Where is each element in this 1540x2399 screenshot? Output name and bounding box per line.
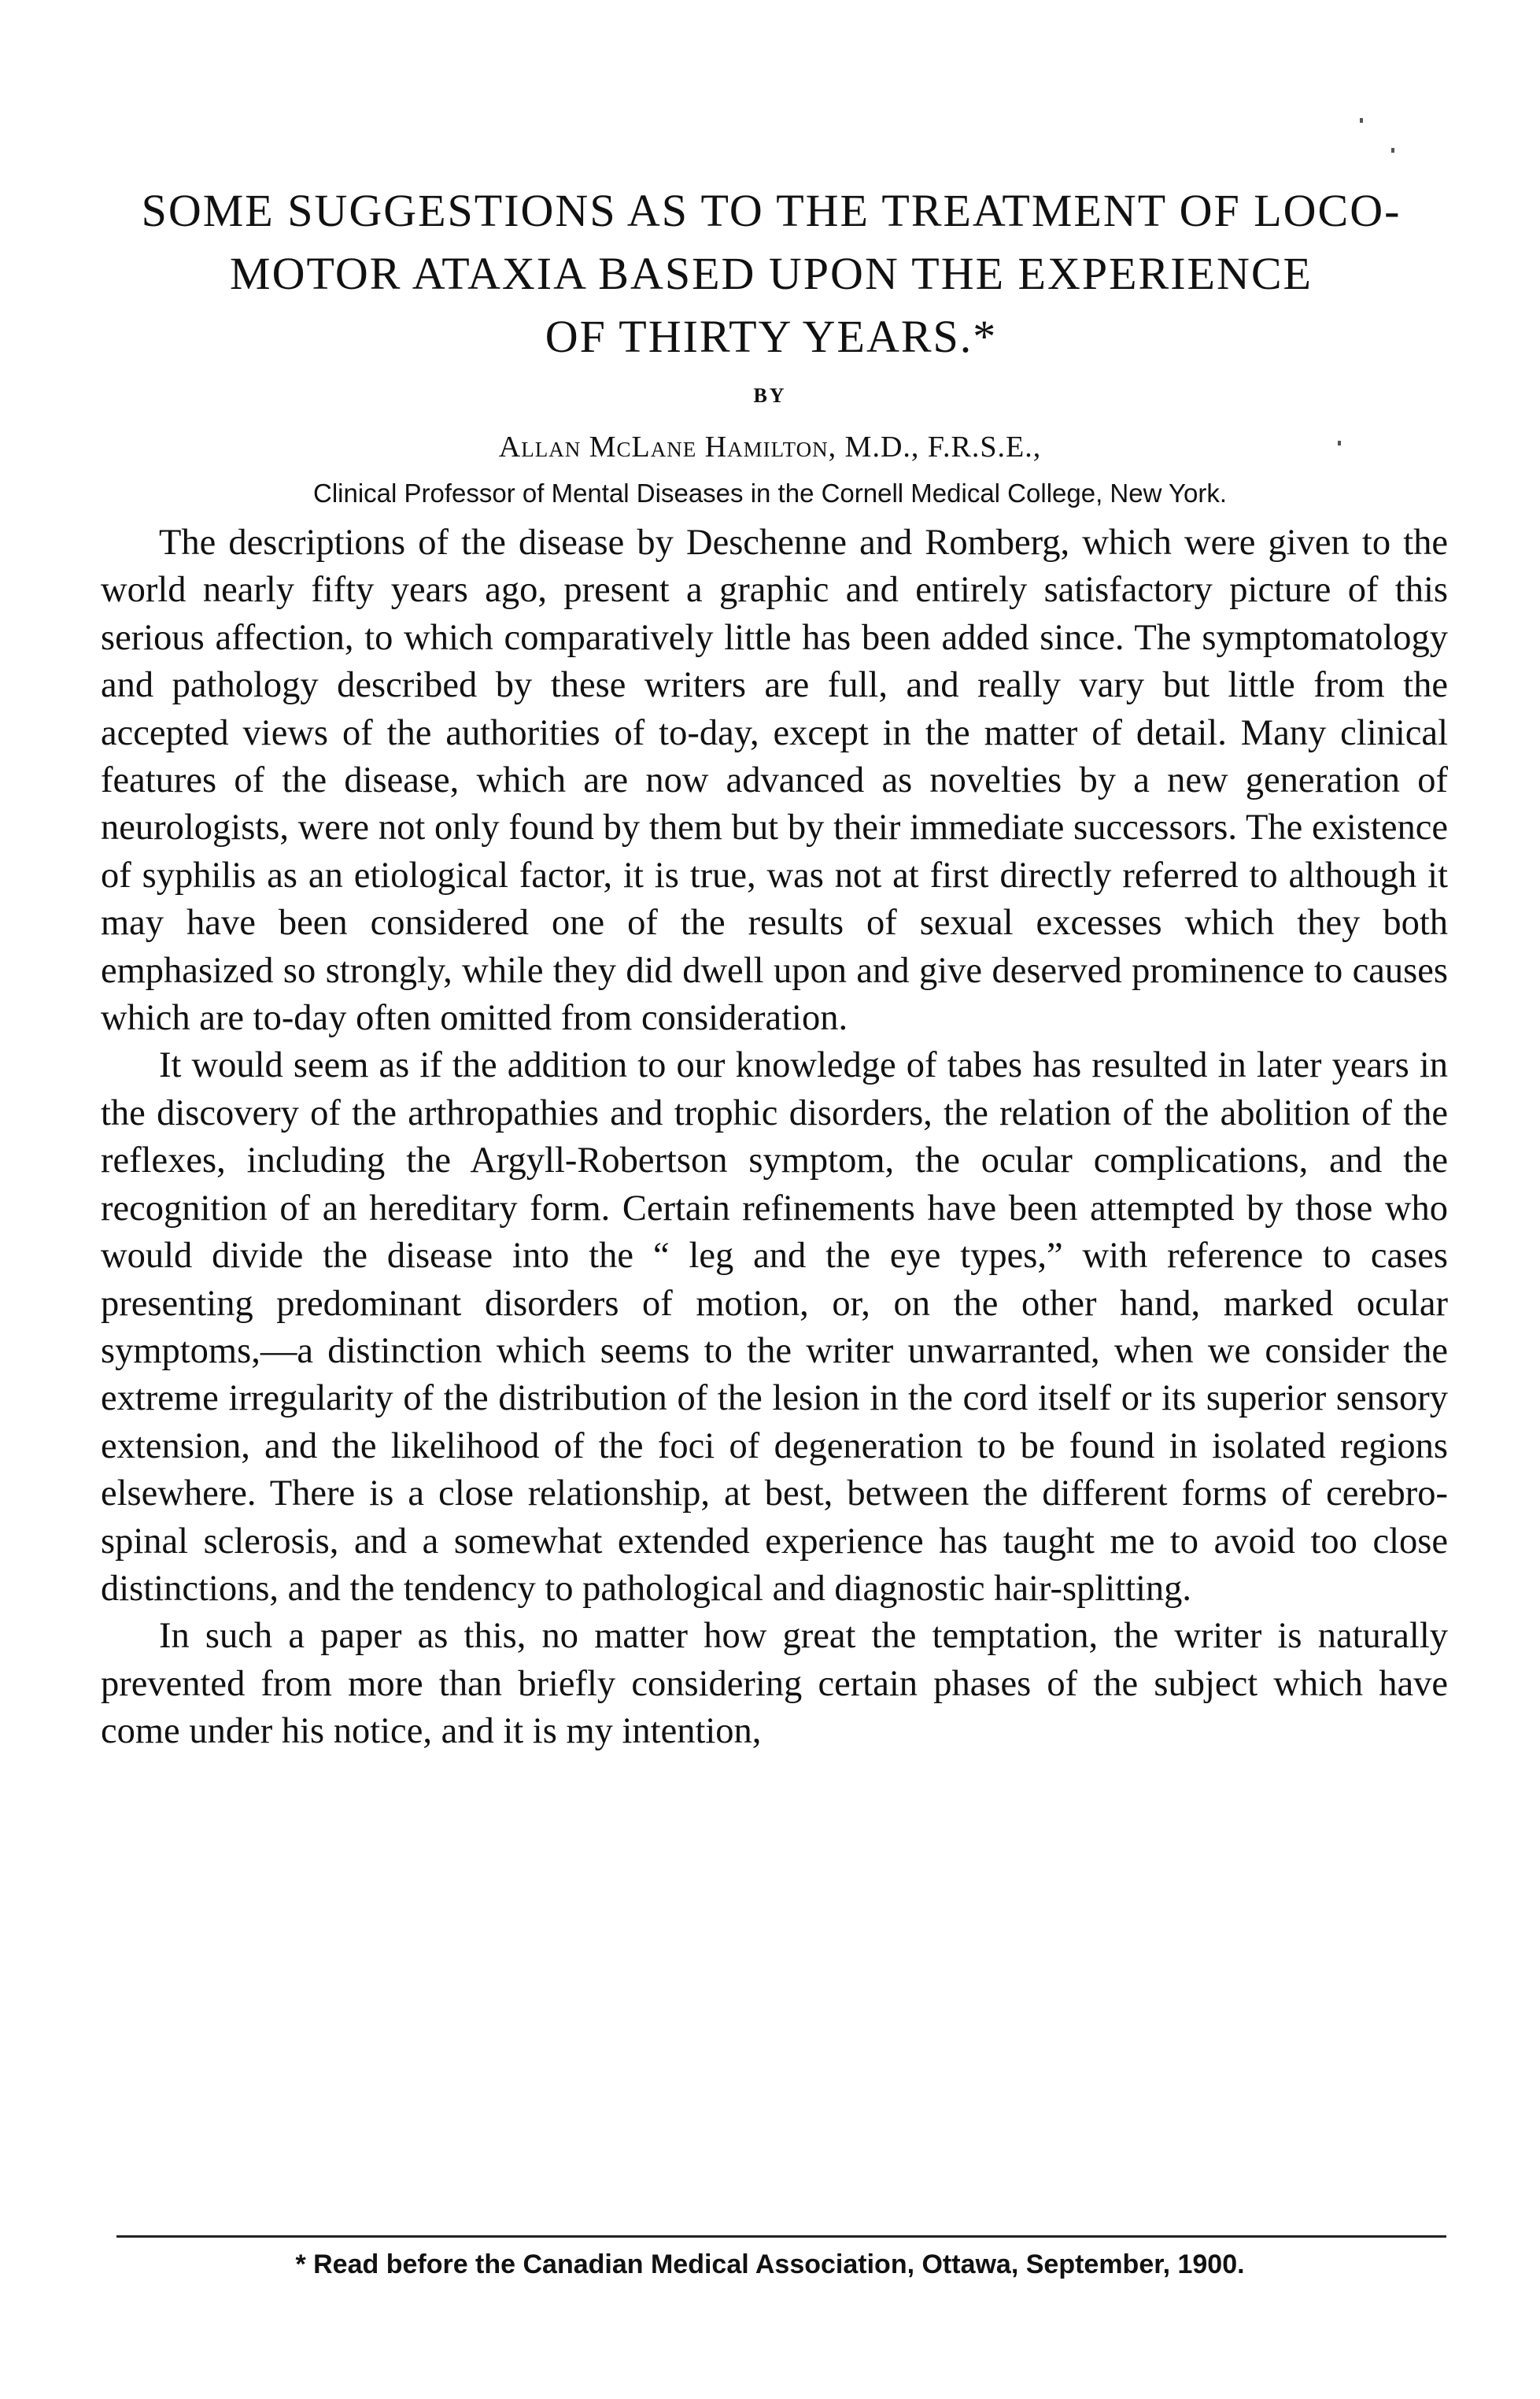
article-body <box>101 519 1448 1756</box>
title-line-2: MOTOR ATAXIA BASED UPON THE EXPERIENCE <box>230 248 1313 299</box>
body-paragraph-2: It would seem as if the addition to our knowledge of tabes has resulted in later years in the discovery of the arthropathies and trophic disorders, the relation of the abolition of the reflexes, including the Argyll-Robertson symptom, the ocular complications, and the recognition of an hereditary form. Certain refinements have been attempted by those who would divide the disease into the “ leg and the eye types,” with reference to cases presenting predominant disorders of motion, or, on the other hand, marked ocular symptoms,—a distinction which seems to the writer unwarranted, when we consider the extreme irregularity of the distribution of the lesion in the cord itself or its superior sensory extension, and the likelihood of the foci of degeneration to be found in isolated regions elsewhere. There is a close relationship, at best, between the different forms of cerebro-spinal sclerosis, and a somewhat extended experience has taught me to avoid too close distinctions, and the tendency to pathological and diagnostic hair-splitting. <box>101 1045 1448 1609</box>
scan-speck <box>1338 441 1341 445</box>
article-title <box>102 179 1440 368</box>
body-paragraph-1: The descriptions of the disease by Deschenne and Romberg, which were given to the world nearly fifty years ago, present a graphic and entirely satisfactory picture of this serious affection, to which comparatively little has been added since. The symptomatology and pathology described by these writers are full, and really vary but little from the accepted views of the authorities of to-day, except in the matter of detail. Many clinical features of the disease, which are now advanced as novelties by a new generation of neurologists, were not only found by them but by their immediate successors. The existence of syphilis as an etiological factor, it is true, was not at first directly referred to although it may have been considered one of the results of sexual excesses which they both emphasized so strongly, while they did dwell upon and give deserved prominence to causes which are to-day often omitted from consideration. <box>101 523 1448 1039</box>
footnote: * Read before the Canadian Medical Association, Ottawa, September, 1900. <box>295 2249 1245 2279</box>
scan-speck <box>1360 118 1363 123</box>
author-name: Allan McLane Hamilton, M.D., F.R.S.E., <box>498 431 1042 464</box>
body-paragraph-3: In such a paper as this, no matter how great the temptation, the writer is naturally prevented from more than briefly considering certain phases of the subject which have come under his notice, and it is my intention, <box>101 1616 1448 1752</box>
title-line-1: SOME SUGGESTIONS AS TO THE TREATMENT OF LOCO- <box>141 185 1402 236</box>
footnote-divider <box>116 2235 1446 2238</box>
author-affiliation: Clinical Professor of Mental Diseases in the Cornell Medical College, New York. <box>312 479 1228 508</box>
scan-speck <box>1391 148 1394 153</box>
title-line-3: OF THIRTY YEARS.* <box>545 311 998 362</box>
by-label: BY <box>753 384 787 407</box>
